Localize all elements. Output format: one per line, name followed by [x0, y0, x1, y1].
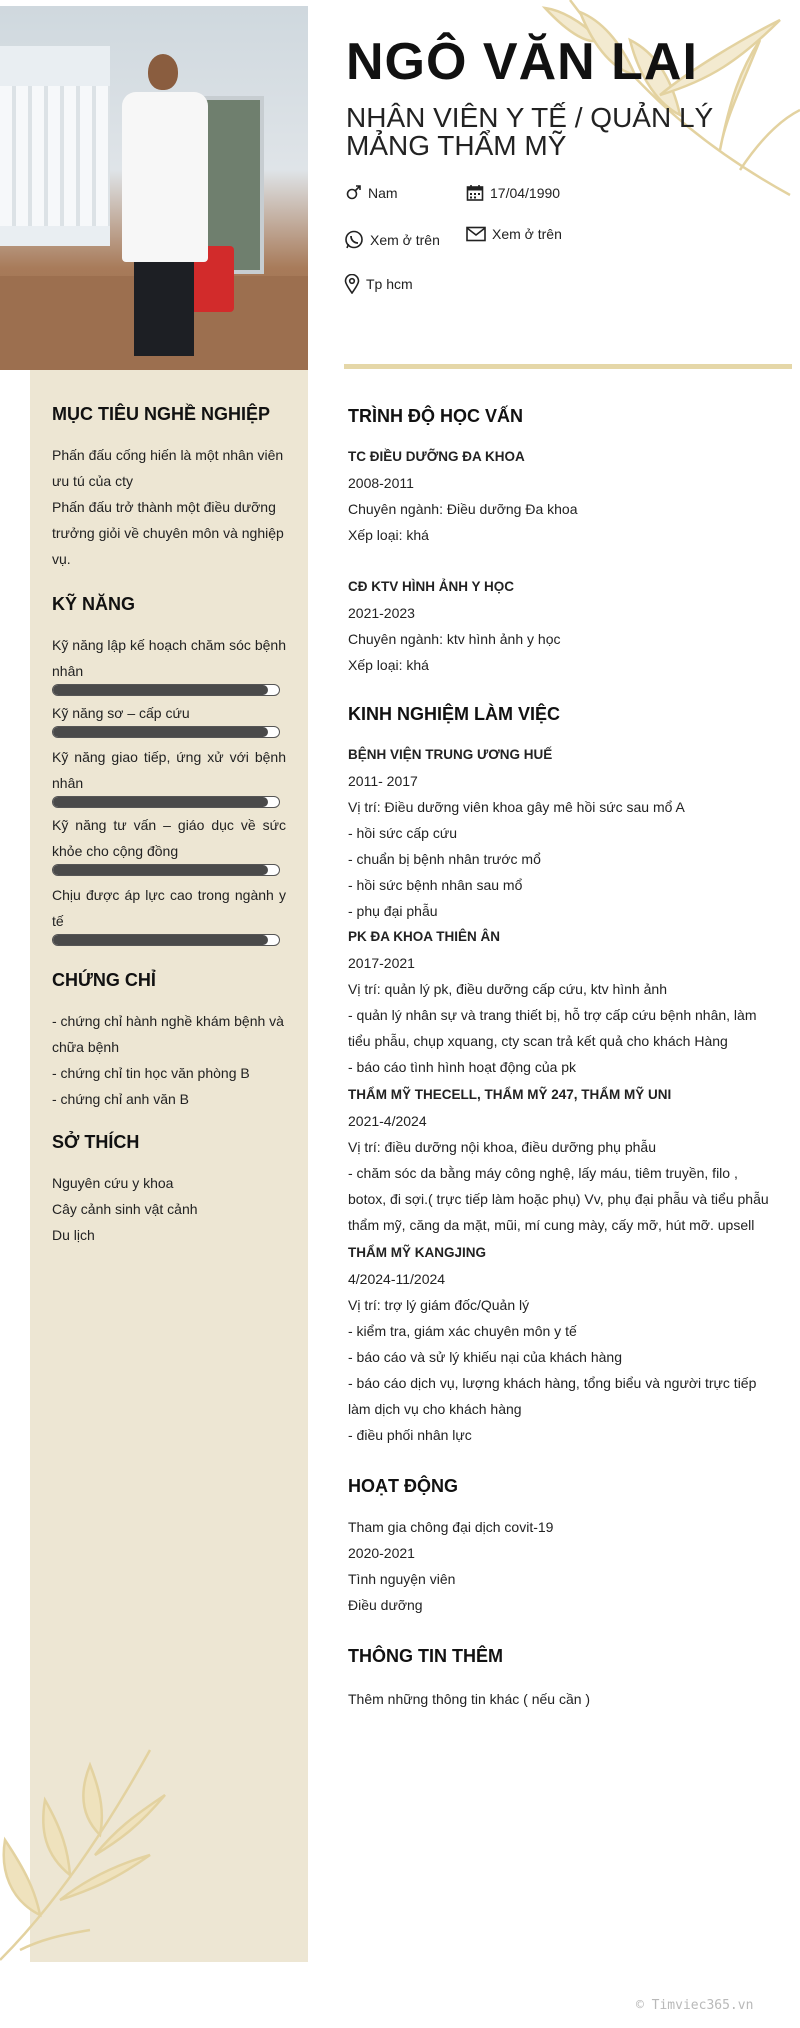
- education-entry: CĐ KTV HÌNH ẢNH Y HỌC 2021-2023 Chuyên ngành: ktv hình ảnh y học Xếp loại: khá: [348, 579, 561, 673]
- skill-bar: [52, 864, 280, 876]
- objective-text: Phấn đấu cống hiến là một nhân viên ưu tú của cty Phấn đấu trở thành một điều dưỡng trưởng giỏi về chuyên môn và nghiệp vụ.: [52, 447, 284, 567]
- gender-info: [344, 184, 398, 202]
- hobbies-title: SỞ THÍCH: [52, 1132, 140, 1152]
- activities-text: Tham gia chông đại dịch covit-19 2020-2021 Tình nguyện viên Điều dưỡng: [348, 1519, 554, 1613]
- gender-icon: [344, 184, 362, 202]
- hobbies-text: Nguyên cứu y khoa Cây cảnh sinh vật cảnh Du lịch: [52, 1175, 198, 1243]
- experience-title: KINH NGHIỆM LÀM VIỆC: [348, 704, 561, 724]
- phone-value: Xem ở trên: [370, 232, 440, 248]
- job-title: NHÂN VIÊN Y TẾ / QUẢN LÝ MẢNG THẨM MỸ: [346, 102, 714, 161]
- certificates-text: - chứng chỉ hành nghề khám bệnh và chữa bệnh - chứng chỉ tin học văn phòng B - chứng chỉ anh văn B: [52, 1013, 284, 1107]
- experience-entry: THẨM MỸ KANGJING 4/2024-11/2024 Vị trí: trợ lý giám đốc/Quản lý - kiểm tra, giám xác chuyên môn y tế - báo cáo và sử lý khiếu nại của khách hàng - báo cáo dịch vụ, lượng khách hàng, tổng biểu và người trực tiếp làm dịch vụ cho khách hàng - điều phối nhân lực: [348, 1245, 757, 1443]
- skill-label: Kỹ năng sơ – cấp cứu: [52, 705, 190, 721]
- skill-label: Chịu được áp lực cao trong ngành y tế: [52, 887, 286, 929]
- skill-label: Kỹ năng tư vấn – giáo dục về sức khỏe cho cộng đồng: [52, 817, 286, 859]
- phone-info: [344, 230, 440, 250]
- activities-title: HOẠT ĐỘNG: [348, 1476, 458, 1496]
- candidate-name: NGÔ VĂN LAI: [346, 33, 698, 91]
- extra-info-title: THÔNG TIN THÊM: [348, 1646, 503, 1666]
- experience-entry: THẨM MỸ THECELL, THẨM MỸ 247, THẨM MỸ UNI 2021-4/2024 Vị trí: điều dưỡng nội khoa, điều dưỡng phụ phẫu - chăm sóc da bằng máy công nghệ, lấy máu, tiêm truyền, filo , botox, đi sợi.( trực tiếp làm hoặc phụ) Vv, phụ đại phẫu và tiểu phẫu thẩm mỹ, căng da mặt, mũi, mí cung mày, cấy mỡ, hút mỡ. upsell: [348, 1087, 769, 1233]
- skills-title: KỸ NĂNG: [52, 594, 136, 614]
- skill-label: Kỹ năng giao tiếp, ứng xử với bệnh nhân: [52, 749, 286, 791]
- certificates-title: CHỨNG CHỈ: [52, 970, 156, 990]
- mail-icon: [466, 226, 486, 242]
- education-entry: TC ĐIỀU DƯỠNG ĐA KHOA 2008-2011 Chuyên ngành: Điều dưỡng Đa khoa Xếp loại: khá: [348, 449, 578, 543]
- experience-entry: PK ĐA KHOA THIÊN ÂN 2017-2021 Vị trí: quản lý pk, điều dưỡng cấp cứu, ktv hình ảnh - quản lý nhân sự và trang thiết bị, hỗ trợ cấp cứu bệnh nhân, làm tiểu phẫu, chụp xquang, cty scan trả kết quả cho khách Hàng - báo cáo tình hình hoạt động của pk: [348, 929, 757, 1075]
- leaf-decoration-icon: [540, 0, 800, 200]
- dob-info: [466, 184, 560, 202]
- email-info: [466, 226, 562, 242]
- skill-bar: [52, 726, 280, 738]
- skill-bar: [52, 684, 280, 696]
- footer-watermark: © Timviec365.vn: [636, 1998, 754, 2013]
- header-divider: [344, 364, 792, 369]
- whatsapp-icon: [344, 230, 364, 250]
- gender-value: Nam: [368, 185, 398, 201]
- experience-entry: BỆNH VIỆN TRUNG ƯƠNG HUẾ 2011- 2017 Vị trí: Điều dưỡng viên khoa gây mê hồi sức sau mổ A - hồi sức cấp cứu - chuẩn bị bệnh nhân trước mổ - hồi sức bệnh nhân sau mổ - phụ đại phẫu: [348, 747, 685, 919]
- education-title: TRÌNH ĐỘ HỌC VẤN: [348, 406, 523, 426]
- skill-bar: [52, 796, 280, 808]
- email-value: Xem ở trên: [492, 226, 562, 242]
- address-value: Tp hcm: [366, 276, 413, 292]
- skill-bar: [52, 934, 280, 946]
- calendar-icon: [466, 184, 484, 202]
- dob-value: 17/04/1990: [490, 185, 561, 201]
- location-pin-icon: [344, 274, 360, 294]
- objective-title: MỤC TIÊU NGHỀ NGHIỆP: [52, 404, 271, 424]
- skill-label: Kỹ năng lập kế hoạch chăm sóc bệnh nhân: [52, 637, 286, 679]
- leaf-decoration-icon: [0, 1740, 170, 1970]
- profile-photo: [0, 6, 308, 370]
- extra-info-text: Thêm những thông tin khác ( nếu cần ): [348, 1691, 591, 1707]
- address-info: [344, 274, 413, 294]
